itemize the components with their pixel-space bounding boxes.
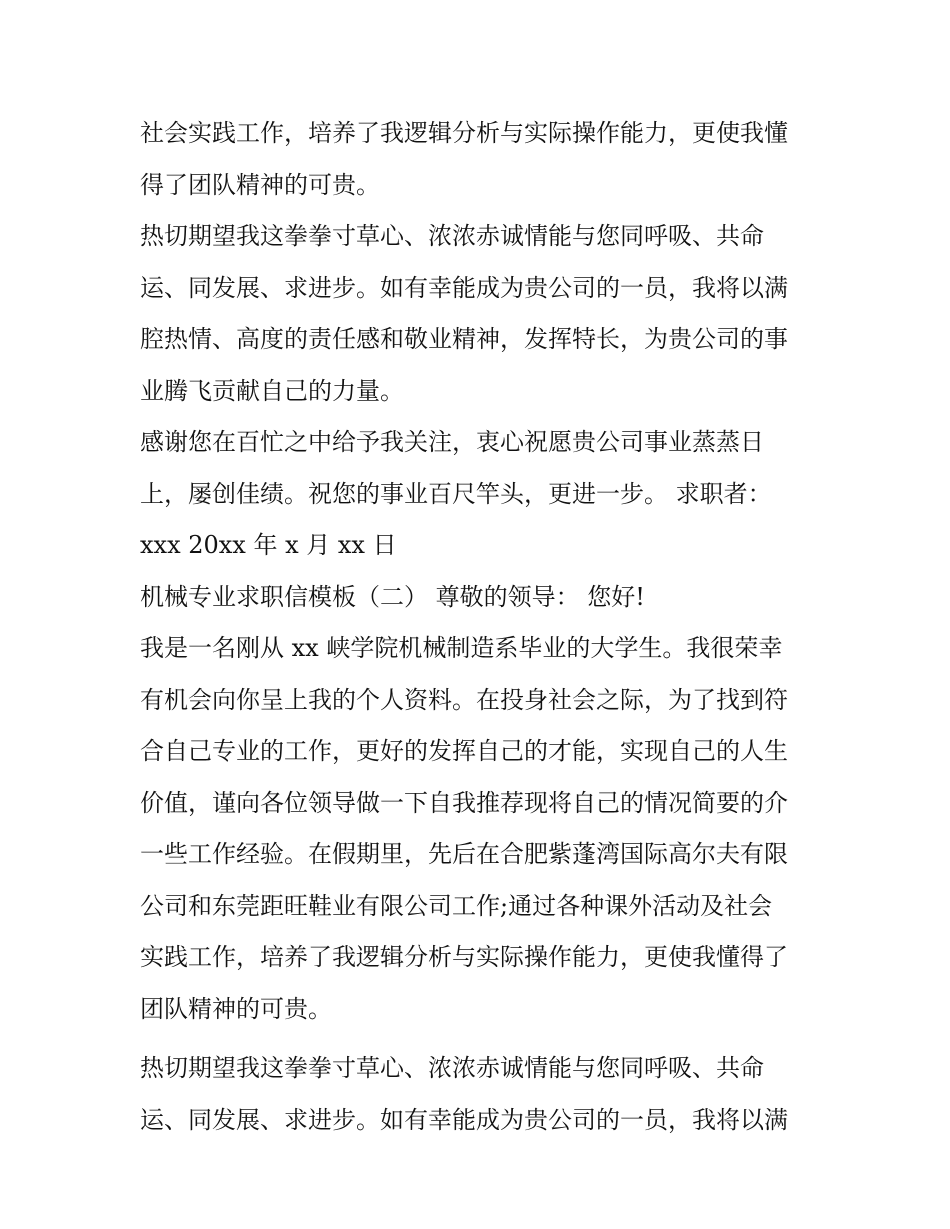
text-line-20: 运、同发展、求进步。如有幸能成为贵公司的一员，我将以满 [140,1105,788,1134]
text-line-2: 得了团队精神的可贵。 [140,170,380,199]
text-line-15: 一些工作经验。在假期里，先后在合肥紫蓬湾国际高尔夫有限 [140,840,788,868]
text-line-14: 价值，谨向各位领导做一下自我推荐现将自己的情况简要的介 [140,788,788,817]
text-line-12: 有机会向你呈上我的个人资料。在投身社会之际，为了找到符 [140,685,788,714]
text-line-17: 实践工作，培养了我逻辑分析与实际操作能力，更使我懂得了 [140,943,788,971]
paragraph-gap [140,1035,820,1043]
text-line-11: 我是一名刚从 xx 峡学院机械制造系毕业的大学生。我很荣幸 [140,634,783,662]
text-line-8: 上，屡创佳绩。祝您的事业百尺竿头，更进一步。 求职者： [140,479,772,508]
document-body [140,108,820,1146]
text-line-16: 公司和东莞距旺鞋业有限公司工作;通过各种课外活动及社会 [140,891,773,920]
text-line-5: 腔热情、高度的责任感和敬业精神，发挥特长，为贵公司的事 [140,325,788,353]
text-line-3: 热切期望我这拳拳寸草心、浓浓赤诚情能与您同呼吸、共命 [140,222,764,250]
text-line-1: 社会实践工作，培养了我逻辑分析与实际操作能力，更使我懂 [140,119,788,147]
text-line-7: 感谢您在百忙之中给予我关注，衷心祝愿贵公司事业蒸蒸日 [140,428,764,456]
section-heading: 机械专业求职信模板（二） 尊敬的领导： 您好! [140,582,645,611]
text-line-6: 业腾飞贡献自己的力量。 [140,376,404,405]
text-line-13: 合自己专业的工作，更好的发挥自己的才能，实现自己的人生 [140,737,788,765]
text-line-18: 团队精神的可贵。 [140,994,332,1023]
text-line-9: xxx 20xx 年 x 月 xx 日 [140,531,397,559]
text-line-4: 运、同发展、求进步。如有幸能成为贵公司的一员，我将以满 [140,273,788,302]
text-line-19: 热切期望我这拳拳寸草心、浓浓赤诚情能与您同呼吸、共命 [140,1054,764,1082]
